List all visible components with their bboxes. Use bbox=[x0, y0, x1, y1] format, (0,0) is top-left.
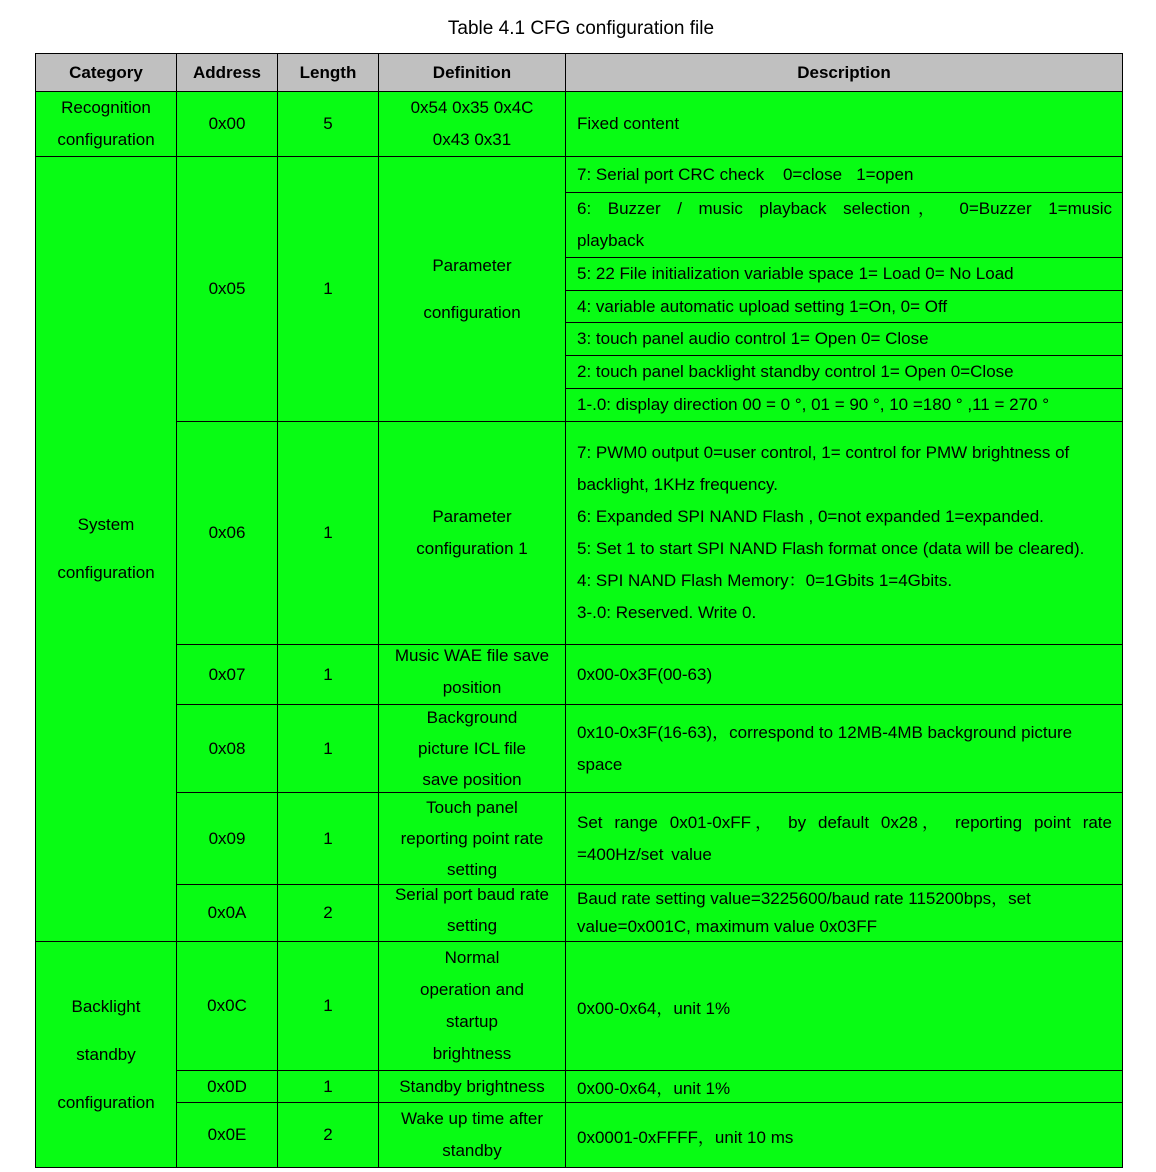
description-cell: 0x10-0x3F(16-63)，correspond to 12MB-4MB background picture space bbox=[566, 705, 1123, 793]
table-row bbox=[36, 942, 1123, 1071]
description-cell: 2: touch panel backlight standby control 1= Open 0=Close bbox=[566, 356, 1123, 389]
category-cell: Backlight standby configuration bbox=[57, 996, 155, 1112]
description-cell: 6: Buzzer / music playback selection， 0=Buzzer 1=music playback bbox=[566, 193, 1123, 258]
category-cell: Recognition configuration bbox=[57, 98, 155, 149]
header-description: Description bbox=[566, 54, 1123, 92]
description-cell: 0x0001-0xFFFF，unit 10 ms bbox=[566, 1103, 1123, 1168]
address-cell: 0x0C bbox=[177, 942, 278, 1071]
definition-cell: Normal operation and startup brightness bbox=[420, 948, 524, 1063]
definition-cell: Music WAE file save position bbox=[394, 645, 550, 697]
definition-cell: Parameter configuration bbox=[423, 256, 521, 322]
header-length: Length bbox=[278, 54, 379, 92]
description-cell: 5: 22 File initialization variable space 1= Load 0= No Load bbox=[566, 258, 1123, 291]
category-cell: System configuration bbox=[57, 515, 155, 582]
address-cell: 0x05 bbox=[177, 157, 278, 422]
definition-cell: Touch panel reporting point rate setting bbox=[400, 798, 544, 879]
description-cell: 7: Serial port CRC check 0=close 1=open bbox=[566, 157, 1123, 193]
definition-cell: Wake up time after standby bbox=[400, 1109, 544, 1160]
address-cell: 0x00 bbox=[177, 92, 278, 157]
address-cell: 0x0A bbox=[177, 885, 278, 942]
address-cell: 0x06 bbox=[177, 422, 278, 645]
description-cell: Baud rate setting value=3225600/baud rate 115200bps，set value=0x001C, maximum value 0x03FF bbox=[566, 885, 1123, 942]
description-line: 3-.0: Reserved. Write 0. bbox=[577, 603, 757, 622]
cfg-table bbox=[35, 53, 1123, 1168]
table-row bbox=[36, 793, 1123, 885]
definition-cell: 0x54 0x35 0x4C 0x43 0x31 bbox=[410, 98, 534, 149]
header-definition: Definition bbox=[379, 54, 566, 92]
table-row bbox=[36, 157, 1123, 193]
length-cell: 1 bbox=[278, 157, 379, 422]
definition-cell: Background picture ICL file save position bbox=[417, 708, 527, 789]
table-row bbox=[36, 885, 1123, 942]
table-title: Table 4.1 CFG configuration file bbox=[447, 18, 715, 39]
table-row bbox=[36, 645, 1123, 705]
description-cell: 0x00-0x3F(00-63) bbox=[566, 645, 1123, 705]
description-cell: 0x00-0x64，unit 1% bbox=[566, 1071, 1123, 1103]
table-row bbox=[36, 705, 1123, 793]
address-cell: 0x0D bbox=[177, 1071, 278, 1103]
definition-cell: Serial port baud rate setting bbox=[394, 884, 550, 935]
table-row bbox=[36, 1071, 1123, 1103]
description-cell: 3: touch panel audio control 1= Open 0= Close bbox=[566, 323, 1123, 356]
description-line: 5: Set 1 to start SPI NAND Flash format once (data will be cleared). bbox=[577, 539, 1085, 558]
description-line: 6: Expanded SPI NAND Flash , 0=not expanded 1=expanded. bbox=[577, 507, 1044, 526]
length-cell: 1 bbox=[278, 645, 379, 705]
address-cell: 0x0E bbox=[177, 1103, 278, 1168]
address-cell: 0x09 bbox=[177, 793, 278, 885]
length-cell: 5 bbox=[278, 92, 379, 157]
header-category: Category bbox=[36, 54, 177, 92]
description-cell: Fixed content bbox=[566, 92, 1123, 157]
description-cell: 0x00-0x64，unit 1% bbox=[566, 942, 1123, 1071]
length-cell: 1 bbox=[278, 422, 379, 645]
address-cell: 0x08 bbox=[177, 705, 278, 793]
table-row bbox=[36, 1103, 1123, 1168]
description-cell: 4: variable automatic upload setting 1=On, 0= Off bbox=[566, 291, 1123, 323]
definition-cell: Parameter configuration 1 bbox=[416, 507, 528, 558]
description-line: 7: PWM0 output 0=user control, 1= control for PMW brightness of backlight, 1KHz frequency. bbox=[577, 443, 1070, 494]
length-cell: 2 bbox=[278, 885, 379, 942]
length-cell: 1 bbox=[278, 793, 379, 885]
header-address: Address bbox=[177, 54, 278, 92]
length-cell: 1 bbox=[278, 705, 379, 793]
table-row bbox=[36, 92, 1123, 157]
description-line: 4: SPI NAND Flash Memory：0=1Gbits 1=4Gbits. bbox=[577, 571, 953, 590]
length-cell: 1 bbox=[278, 1071, 379, 1103]
length-cell: 2 bbox=[278, 1103, 379, 1168]
definition-cell: Standby brightness bbox=[379, 1071, 566, 1103]
length-cell: 1 bbox=[278, 942, 379, 1071]
description-cell: 1-.0: display direction 00 = 0 °, 01 = 90 °, 10 =180 ° ,11 = 270 ° bbox=[566, 389, 1123, 422]
description-cell: Set range 0x01-0xFF， by default 0x28， reporting point rate =400Hz/set value bbox=[566, 793, 1123, 885]
header-row bbox=[36, 54, 1123, 92]
address-cell: 0x07 bbox=[177, 645, 278, 705]
table-row bbox=[36, 422, 1123, 645]
